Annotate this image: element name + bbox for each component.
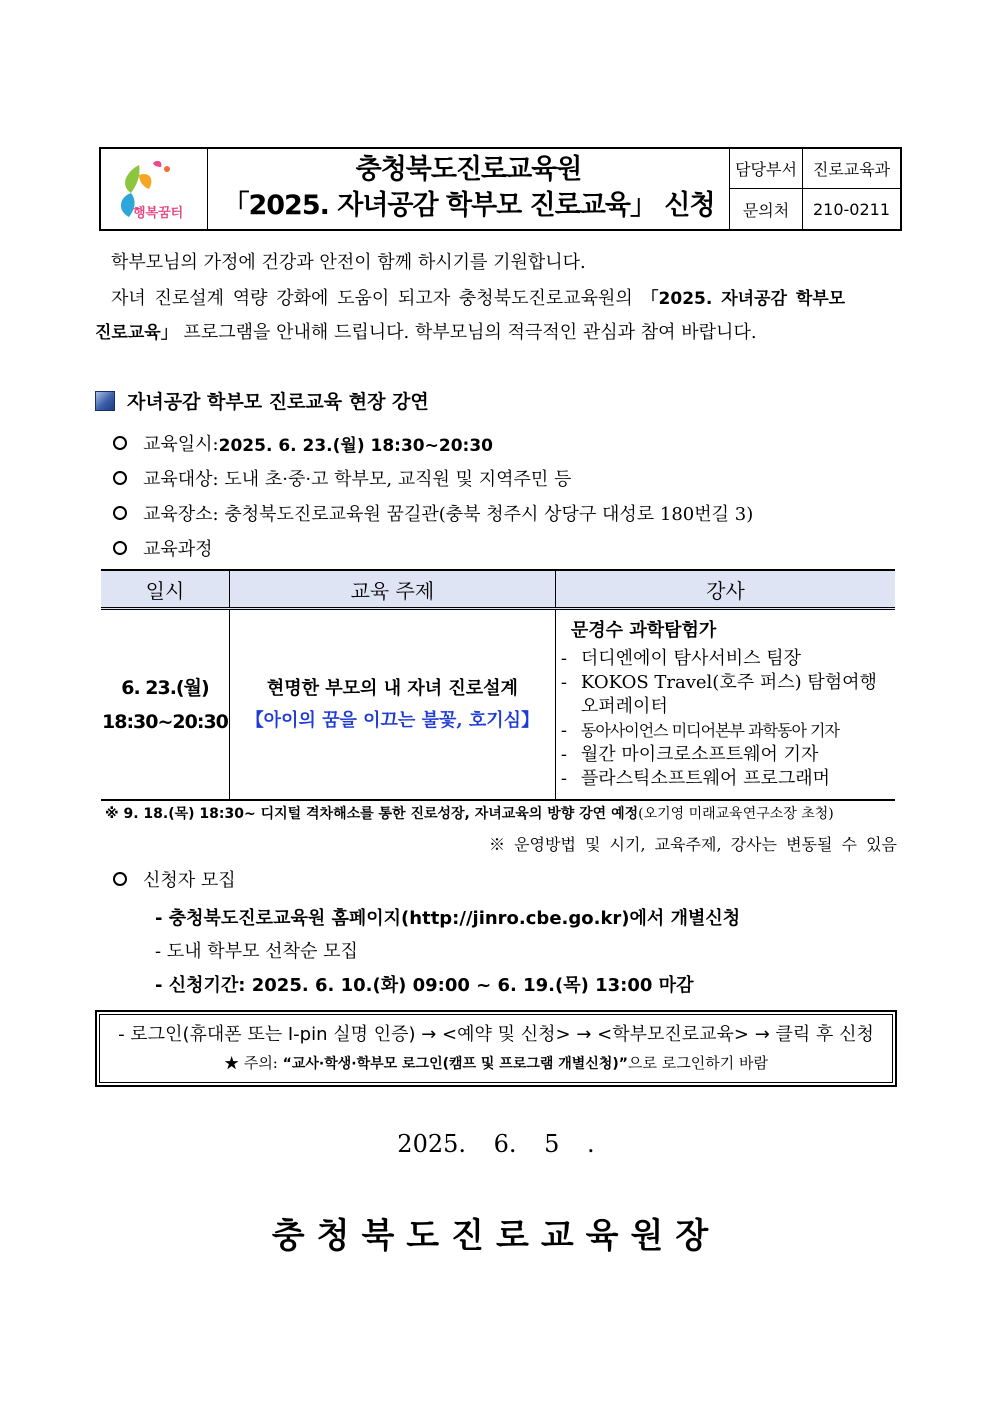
intro-text-3: 프로그램을 안내해 드립니다. 학부모님의 적극적인 관심과 참여 바랍니다. [177,322,757,343]
topic-title: 현명한 부모의 내 자녀 진로설계 [266,677,518,699]
instruction-box [95,1010,897,1087]
list-item: - KOKOS Travel(호주 퍼스) 탐험여행 오퍼레이터 [561,671,894,719]
circle-bullet-icon [113,872,127,886]
caution-label: ★ 주의: [224,1054,283,1072]
bullet-label: 교육대상: 도내 초·중·고 학부모, 교직원 및 지역주민 등 [143,469,572,490]
contact-label: 문의처 [730,189,803,229]
upcoming-lecture-note [105,803,834,823]
instruction-caution [97,1052,895,1073]
circle-bullet-icon [113,506,127,520]
recruit-line [155,937,358,963]
section-heading [95,387,429,414]
bullet-item [113,465,571,491]
recruit-website: - 충청북도진로교육원 홈페이지(http://jinro.cbe.go.kr)에서 개별신청 [155,908,741,929]
intro-text-1: 학부모님의 가정에 건강과 안전이 함께 하시기를 기원합니다. [111,252,586,273]
document-date: 2025. 6. 5 . [397,1130,595,1158]
speaker-career: 더디엔에이 탐사서비스 팀장 [580,647,801,669]
list-item: - 더디엔에이 탐사서비스 팀장 [560,647,801,669]
table-header-row [101,570,895,609]
bullet-item [113,866,236,892]
list-item: - 동아사이언스 미디어본부 과학동아 기자 [560,719,839,741]
document-title: 「2025. 자녀공감 학부모 진로교육」 신청 [222,190,715,221]
speaker-cell [555,609,895,801]
list-item: - 월간 마이크로소프트웨어 기자 [560,743,819,765]
intro-line-2 [95,280,905,318]
signature: 충청북도진로교육원장 [271,1216,721,1256]
header-speaker: 강사 [555,570,895,609]
circle-bullet-icon [113,436,127,450]
speaker-career: 동아사이언스 미디어본부 과학동아 기자 [580,720,839,740]
bullet-item [113,430,493,456]
bullet-item [113,535,213,561]
recruit-period: - 신청기간: 2025. 6. 10.(화) 09:00 ~ 6. 19.(목) 13:00 마감 [155,975,694,996]
list-item: - 플라스틱소프트웨어 프로그래머 [560,767,831,789]
title-block [208,149,730,229]
session-time: 18:30~20:30 [102,710,228,733]
note-bold: ※ 9. 18.(목) 18:30~ 디지털 격차해소를 통한 진로성장, 자녀교육의 방향 강연 예정 [105,806,639,822]
bullet-value: 2025. 6. 23.(월) 18:30~20:30 [218,435,493,456]
bullet-label: 교육일시: [143,434,219,455]
intro-text-2: 자녀 진로설계 역량 강화에 도움이 되고자 충청북도진로교육원의 [111,288,642,309]
logo-text: 행복꿈터 [133,206,184,221]
note-rest: (오기영 미래교육연구소장 초청) [638,806,834,822]
instruction-steps: - 로그인(휴대폰 또는 I-pin 실명 인증) → <예약 및 신청> → <학부모진로교육> → 클릭 후 신청 [118,1024,874,1045]
header-topic: 교육 주제 [229,570,555,609]
dept-label: 담당부서 [730,149,803,189]
topic-subtitle: 【아이의 꿈을 이끄는 불꽃, 호기심】 [245,709,540,731]
speaker-career: 플라스틱소프트웨어 프로그래머 [580,767,831,789]
contact-info [730,149,900,229]
speaker-name: 문경수 과학탐험가 [570,619,717,641]
topic-cell [229,609,555,801]
contact-value: 210-0211 [812,199,891,219]
bullet-label: 교육장소: 충청북도진로교육원 꿈길관(충북 청주시 상당구 대성로 180번길 3) [143,504,754,525]
header-date: 일시 [101,570,229,609]
square-bullet-icon [95,391,115,411]
recruit-title: 신청자 모집 [143,870,236,891]
logo-icon [109,153,199,225]
intro-line-1 [95,244,905,281]
caution-login-type: “교사·학생·학부모 로그인(캠프 및 프로그램 개별신청)” [282,1056,628,1072]
org-title: 충청북도진로교육원 [355,154,582,185]
schedule-table [101,569,895,801]
date-cell [101,609,229,801]
intro-program-name-end: 진로교육」 [95,323,178,343]
session-date: 6. 23.(월) [121,676,209,699]
intro-program-name: 「2025. 자녀공감 학부모 [641,289,846,309]
circle-bullet-icon [113,471,127,485]
recruit-line [155,904,740,930]
bullet-label: 교육과정 [143,539,213,560]
speaker-info [557,619,894,791]
intro-line-3 [95,314,905,352]
speaker-career: KOKOS Travel(호주 퍼스) 탐험여행 오퍼레이터 [580,671,877,717]
change-notice: ※ 운영방법 및 시기, 교육주제, 강사는 변동될 수 있음 [489,835,897,854]
table-row [101,609,895,801]
bullet-item [113,500,753,526]
speaker-career: 월간 마이크로소프트웨어 기자 [580,743,819,765]
section-title: 자녀공감 학부모 진로교육 현장 강연 [127,391,429,413]
caution-text: 으로 로그인하기 바람 [627,1054,768,1072]
logo [101,149,208,229]
dept-value: 진로교육과 [803,149,900,189]
recruit-line [155,971,693,997]
recruit-method: - 도내 학부모 선착순 모집 [155,941,358,962]
document-header [99,147,902,231]
circle-bullet-icon [113,541,127,555]
